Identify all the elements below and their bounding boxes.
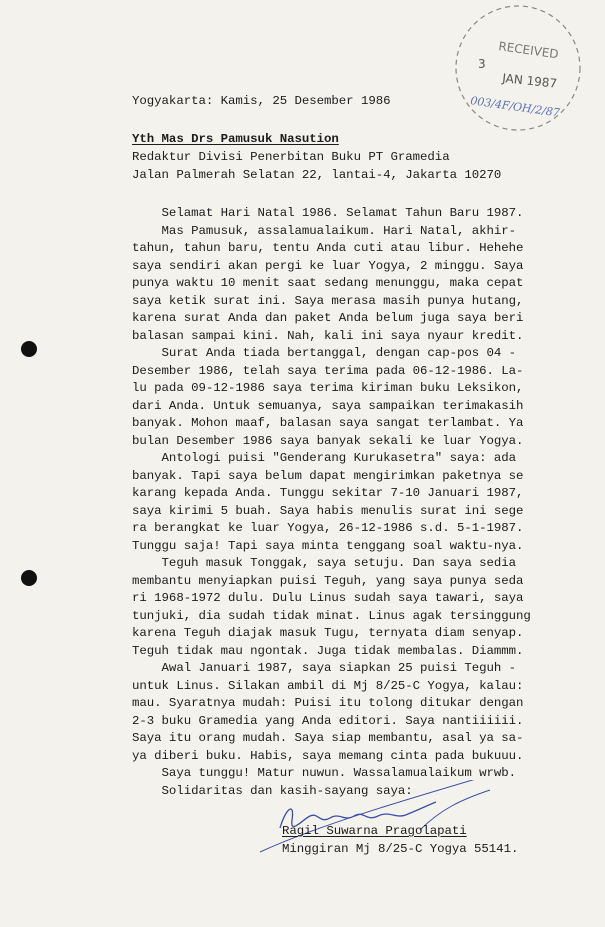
received-stamp [440,2,590,142]
body-line: banyak. Tapi saya belum dapat mengirimkan paketnya se [132,468,524,483]
body-line: saya sendiri akan pergi ke luar Yogya, 2 minggu. Saya [132,258,524,273]
body-line: Mas Pamusuk, assalamualaikum. Hari Natal, akhir- [132,223,517,238]
body-line: ri 1968-1972 dulu. Dulu Linus sudah saya tawari, saya [132,591,524,605]
body-line: lu pada 09-12-1986 saya terima kiriman buku Leksikon, [132,381,524,395]
body-line: membantu menyiapkan puisi Teguh, yang saya punya seda [132,573,524,588]
body-line: Tunggu saja! Tapi saya minta tenggang soal waktu-nya. [132,538,524,553]
punch-hole-bottom [21,570,37,586]
body-line: mau. Syaratnya mudah: Puisi itu tolong ditukar dengan [132,696,524,710]
addressee-name: Yth Mas Drs Pamusuk Nasution [132,132,339,146]
signer-address: Minggiran Mj 8/25-C Yogya 55141. [282,842,519,856]
body-line: saya ketik surat ini. Saya merasa masih punya hutang, [132,293,524,308]
body-line: Awal Januari 1987, saya siapkan 25 puisi Teguh - [132,661,517,675]
body-line: bulan Desember 1986 saya banyak sekali ke luar Yogya. [132,433,524,448]
body-line: Teguh masuk Tonggak, saya setuju. Dan saya sedia [132,556,517,570]
place-date: Yogyakarta: Kamis, 25 Desember 1986 [132,94,391,108]
addressee-role: Redaktur Divisi Penerbitan Buku PT Gramedia [132,150,450,164]
body-line: dari Anda. Untuk semuanya, saya sampaikan terimakasih [132,398,524,413]
body-line: 2-3 buku Gramedia yang Anda editori. Saya nantiiiiii. [132,713,524,728]
body-line: banyak. Mohon maaf, balasan saya sangat terlambat. Ya [132,416,524,430]
body-line: karang kepada Anda. Tunggu sekitar 7-10 Januari 1987, [132,486,524,500]
stamp-day: 3 [478,57,486,71]
body-line: tunjuki, dia sudah tidak minat. Linus agak tersinggung [132,608,531,623]
body-line: balasan sampai kini. Nah, kali ini saya nyaur kredit. [132,328,524,343]
body-line: Surat Anda tiada bertanggal, dengan cap-pos 04 - [132,346,517,360]
body-line: Teguh tidak mau ngontak. Juga tidak membalas. Diammm. [132,643,524,658]
body-line: Desember 1986, telah saya terima pada 06-12-1986. La- [132,363,524,378]
stamp-received-text: RECEIVED [497,39,560,62]
body-line: Solidaritas dan kasih-sayang saya: [132,783,413,798]
body-line: Antologi puisi "Genderang Kurukasetra" saya: ada [132,451,517,465]
body-line: tahun, tahun baru, tentu Anda cuti atau libur. Hehehe [132,241,524,255]
addressee-address: Jalan Palmerah Selatan 22, lantai-4, Jakarta 10270 [132,168,502,182]
body-line: ra berangkat ke luar Yogya, 26-12-1986 s.d. 5-1-1987. [132,521,524,535]
body-line: Selamat Hari Natal 1986. Selamat Tahun Baru 1987. [132,206,524,220]
body-line: karena surat Anda dan paket Anda belum juga saya beri [132,311,524,325]
body-line: punya waktu 10 menit saat sedang menunggu, maka cepat [132,276,524,290]
body-line: saya kirimi 5 buah. Saya habis menulis surat ini sege [132,503,524,518]
body-line: ya diberi buku. Habis, saya memang cinta pada bukuuu. [132,748,524,763]
punch-hole-top [21,341,37,357]
stamp-handwritten-ref: 003/4F/OH/2/87 [469,94,561,120]
signer-name: Ragil Suwarna Pragolapati [282,824,467,838]
body-line: Saya tunggu! Matur nuwun. Wassalamualaikum wrwb. [132,766,517,780]
stamp-month-year: JAN 1987 [501,71,558,91]
body-line: karena Teguh diajak masuk Tugu, ternyata diam senyap. [132,626,524,640]
body-line: untuk Linus. Silakan ambil di Mj 8/25-C Yogya, kalau: [132,678,524,693]
body-line: Saya itu orang mudah. Saya siap membantu, asal ya sa- [132,731,524,745]
